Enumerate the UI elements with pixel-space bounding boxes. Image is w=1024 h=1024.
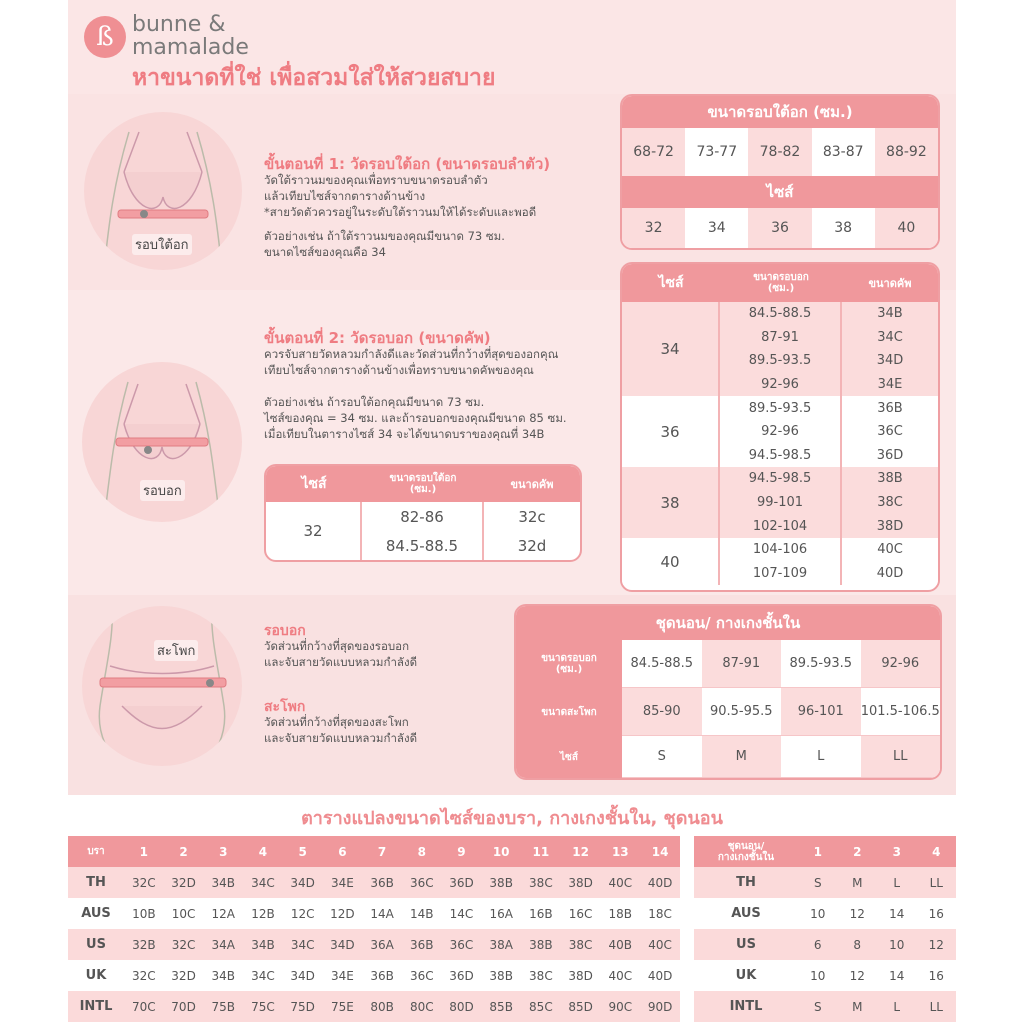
bra-chart-cell: 36B bbox=[402, 929, 442, 960]
hipline-title: สะโพก bbox=[264, 699, 306, 715]
panty-value-cell: 90.5-95.5 bbox=[702, 688, 782, 736]
panty-chart-cell: 16 bbox=[917, 960, 957, 991]
page-headline: หาขนาดที่ใช่ เพื่อสวมใส่ให้สวยสบาย bbox=[132, 65, 496, 91]
bra-chart-cell: 38C bbox=[521, 867, 561, 898]
bra-chart-cell: 34C bbox=[283, 929, 323, 960]
bra-chart-cell: 36C bbox=[442, 929, 482, 960]
panty-chart-cell: S bbox=[798, 867, 838, 898]
conversion-chart-title: ตารางแปลงขนาดไซส์ของบรา, กางเกงชั้นใน, ชุดนอน bbox=[301, 808, 723, 829]
cup-size-cell: 36D bbox=[842, 444, 938, 468]
hip-text: วัดส่วนที่กว้างที่สุดของสะโพก และจับสายวัดแบบหลวมกำลังดี bbox=[264, 715, 418, 745]
step2-example: ตัวอย่างเช่น ถ้ารอบใต้อกคุณมีขนาด 73 ซม. ไซส์ของคุณ = 34 ซม. และถ้ารอบอกของคุณมีขนาด 85 ซม. เมื่อเทียบในตารางไซส์ 34 จะได้ขนาดบราของคุณที่ 34B bbox=[264, 395, 567, 441]
bra-chart-cell: 34E bbox=[323, 960, 363, 991]
cup-size-cell: 38D bbox=[842, 514, 938, 538]
panty-chart-row bbox=[694, 991, 956, 1022]
panty-value-cell: S bbox=[622, 736, 702, 778]
panty-chart-cell: L bbox=[877, 867, 917, 898]
cup-size-cell: 34C bbox=[842, 326, 938, 350]
bra-chart-cell: 80D bbox=[442, 991, 482, 1022]
underbust-size-cell: 34 bbox=[685, 208, 748, 248]
hip-illustration bbox=[82, 606, 242, 766]
step1-example: ตัวอย่างเช่น ถ้าใต้ราวนมของคุณมีขนาด 73 ซม. ขนาดไซส์ของคุณคือ 34 bbox=[264, 229, 505, 259]
example-header-bust: ขนาดรอบใต้อก (ซม.) bbox=[389, 473, 457, 495]
brand-name bbox=[132, 13, 249, 59]
bra-chart-column-header: 3 bbox=[203, 836, 243, 867]
brand-name-line1: bunne & bbox=[132, 12, 226, 37]
bra-chart-row bbox=[68, 960, 680, 991]
bra-chart-header-row bbox=[68, 836, 680, 867]
underbust-range-cell: 68-72 bbox=[622, 128, 685, 176]
panty-chart-cell: 8 bbox=[838, 929, 878, 960]
example-header-size: ไซส์ bbox=[301, 476, 327, 492]
cup-size-cell: 36C bbox=[842, 420, 938, 444]
panty-chart-row bbox=[694, 929, 956, 960]
panty-value-cell: LL bbox=[861, 736, 941, 778]
cup-size-table bbox=[620, 262, 940, 592]
cup-size-cell: 40D bbox=[842, 562, 938, 586]
brand-logo-icon: ß bbox=[84, 16, 126, 58]
bra-chart-row-label: UK bbox=[68, 960, 124, 991]
bra-chart-cell: 32C bbox=[124, 960, 164, 991]
bra-chart-cell: 90D bbox=[640, 991, 680, 1022]
underbust-size-header: ไซส์ bbox=[622, 176, 938, 208]
step1-text: วัดใต้ราวนมของคุณเพื่อทราบขนาดรอบลำตัว แล้วเทียบไซส์จากตารางด้านข้าง *สายวัดตัวควรอยู่ในระดับใต้ราวนมให้ได้ระดับและพอดี bbox=[264, 173, 537, 219]
cup-bust-cell: 104-106 bbox=[720, 538, 842, 562]
bra-chart-cell: 34D bbox=[283, 867, 323, 898]
underbust-table bbox=[620, 94, 940, 250]
cup-size-cell: 38C bbox=[842, 491, 938, 515]
panty-value-cell: 85-90 bbox=[622, 688, 702, 736]
bra-chart-cell: 36B bbox=[362, 867, 402, 898]
panty-chart-cell: 16 bbox=[917, 898, 957, 929]
example-cup-2: 32d bbox=[517, 536, 547, 555]
panty-chart-cell: 10 bbox=[798, 960, 838, 991]
cup-group-size: 40 bbox=[622, 538, 720, 585]
bra-chart-column-header: 1 bbox=[124, 836, 164, 867]
bra-chart-cell: 16C bbox=[561, 898, 601, 929]
bra-chart-row-label: TH bbox=[68, 867, 124, 898]
bra-chart-cell: 70D bbox=[164, 991, 204, 1022]
panty-chart-cell: M bbox=[838, 867, 878, 898]
bra-chart-cell: 34B bbox=[203, 960, 243, 991]
bra-chart-cell: 36D bbox=[442, 867, 482, 898]
bra-chart-cell: 38B bbox=[521, 929, 561, 960]
panty-chart-cell: 10 bbox=[877, 929, 917, 960]
bra-chart-row bbox=[68, 991, 680, 1022]
panty-chart-cell: 12 bbox=[838, 898, 878, 929]
cup-bust-cell: 99-101 bbox=[720, 491, 842, 515]
underbust-range-cell: 78-82 bbox=[748, 128, 811, 176]
underbust-range-cell: 73-77 bbox=[685, 128, 748, 176]
panty-chart-header-label: ชุดนอน/ กางเกงชั้นใน bbox=[694, 836, 798, 867]
bra-chart-cell: 34D bbox=[283, 960, 323, 991]
cup-size-cell: 34E bbox=[842, 373, 938, 397]
panty-row-label: ไซส์ bbox=[516, 736, 622, 778]
panty-chart-column-header: 2 bbox=[838, 836, 878, 867]
panty-chart-row-label: INTL bbox=[694, 991, 798, 1022]
cup-bust-cell: 92-96 bbox=[720, 420, 842, 444]
bra-conversion-table bbox=[68, 836, 680, 1022]
bra-chart-cell: 18C bbox=[640, 898, 680, 929]
cup-bust-cell: 94.5-98.5 bbox=[720, 444, 842, 468]
bra-chart-cell: 80C bbox=[402, 991, 442, 1022]
bra-chart-cell: 10C bbox=[164, 898, 204, 929]
panty-chart-column-header: 4 bbox=[917, 836, 957, 867]
bra-chart-column-header: 12 bbox=[561, 836, 601, 867]
bra-chart-cell: 38C bbox=[561, 929, 601, 960]
bra-chart-cell: 34E bbox=[323, 867, 363, 898]
bra-chart-cell: 40D bbox=[640, 960, 680, 991]
panty-chart-row bbox=[694, 867, 956, 898]
example-header-cup: ขนาดคัพ bbox=[510, 478, 554, 491]
cup-header-cup: ขนาดคัพ bbox=[868, 277, 912, 290]
bra-chart-cell: 36D bbox=[442, 960, 482, 991]
panty-value-cell: 92-96 bbox=[861, 640, 941, 688]
panty-value-cell: L bbox=[781, 736, 861, 778]
bra-chart-cell: 32C bbox=[164, 929, 204, 960]
cup-bust-cell: 107-109 bbox=[720, 562, 842, 586]
panty-chart-cell: LL bbox=[917, 991, 957, 1022]
step2-title: ขั้นตอนที่ 2: วัดรอบอก (ขนาดคัพ) bbox=[264, 329, 491, 347]
bra-chart-cell: 40B bbox=[600, 929, 640, 960]
cup-size-cell: 34B bbox=[842, 302, 938, 326]
bra-chart-cell: 10B bbox=[124, 898, 164, 929]
cup-size-cell: 36B bbox=[842, 396, 938, 420]
panty-chart-row-label: UK bbox=[694, 960, 798, 991]
bra-chart-column-header: 7 bbox=[362, 836, 402, 867]
cup-bust-cell: 92-96 bbox=[720, 373, 842, 397]
example-cup-table bbox=[264, 464, 582, 562]
bra-chart-cell: 32D bbox=[164, 867, 204, 898]
bra-chart-column-header: 13 bbox=[600, 836, 640, 867]
bra-chart-row bbox=[68, 898, 680, 929]
bra-chart-cell: 40C bbox=[640, 929, 680, 960]
underbust-size-cell: 40 bbox=[875, 208, 938, 248]
bra-chart-row-label: INTL bbox=[68, 991, 124, 1022]
cup-header-bust: ขนาดรอบอก (ซม.) bbox=[753, 272, 809, 294]
cup-size-cell: 40C bbox=[842, 538, 938, 562]
bra-chart-cell: 38D bbox=[561, 867, 601, 898]
bra-chart-cell: 16A bbox=[481, 898, 521, 929]
bra-chart-cell: 38A bbox=[481, 929, 521, 960]
bra-chart-cell: 32C bbox=[124, 867, 164, 898]
bra-chart-cell: 12B bbox=[243, 898, 283, 929]
bra-chart-cell: 34B bbox=[243, 929, 283, 960]
step1-title: ขั้นตอนที่ 1: วัดรอบใต้อก (ขนาดรอบลำตัว) bbox=[264, 155, 551, 173]
panty-chart-header-row bbox=[694, 836, 956, 867]
bra-chart-cell: 40C bbox=[600, 960, 640, 991]
bra-chart-column-header: 14 bbox=[640, 836, 680, 867]
panty-conversion-table bbox=[694, 836, 956, 1022]
bra-chart-cell: 34A bbox=[203, 929, 243, 960]
waist-title: รอบอก bbox=[264, 623, 306, 639]
hip-figure-icon bbox=[82, 606, 242, 766]
underbust-table-header: ขนาดรอบใต้อก (ซม.) bbox=[622, 96, 938, 128]
cup-group-size: 38 bbox=[622, 467, 720, 538]
cup-header-size: ไซส์ bbox=[658, 275, 684, 291]
bra-chart-cell: 14C bbox=[442, 898, 482, 929]
bust-label: รอบอก bbox=[140, 480, 185, 501]
bra-chart-column-header: 11 bbox=[521, 836, 561, 867]
panty-chart-cell: 14 bbox=[877, 898, 917, 929]
cup-group-size: 34 bbox=[622, 302, 720, 396]
panty-chart-row-label: TH bbox=[694, 867, 798, 898]
underbust-size-cell: 36 bbox=[748, 208, 811, 248]
bra-chart-cell: 75C bbox=[243, 991, 283, 1022]
panty-chart-row bbox=[694, 960, 956, 991]
bra-chart-column-header: 5 bbox=[283, 836, 323, 867]
panty-chart-cell: S bbox=[798, 991, 838, 1022]
step2-text: ควรจับสายวัดหลวมกำลังดีและวัดส่วนที่กว้างที่สุดของอกคุณ เทียบไซส์จากตารางด้านข้างเพื่อทราบขนาดคัพของคุณ bbox=[264, 347, 559, 377]
cup-bust-cell: 89.5-93.5 bbox=[720, 396, 842, 420]
bra-chart-cell: 38B bbox=[481, 960, 521, 991]
underbust-size-cell: 38 bbox=[812, 208, 875, 248]
panty-value-cell: 84.5-88.5 bbox=[622, 640, 702, 688]
underbust-range-cell: 88-92 bbox=[875, 128, 938, 176]
bust-illustration bbox=[82, 362, 242, 522]
panty-chart-row-label: AUS bbox=[694, 898, 798, 929]
panty-chart-cell: 6 bbox=[798, 929, 838, 960]
bra-chart-column-header: 8 bbox=[402, 836, 442, 867]
panty-value-cell: 96-101 bbox=[781, 688, 861, 736]
cup-group-size: 36 bbox=[622, 396, 720, 467]
panty-chart-cell: 14 bbox=[877, 960, 917, 991]
cup-bust-cell: 84.5-88.5 bbox=[720, 302, 842, 326]
size-guide-page bbox=[68, 0, 956, 1024]
bra-chart-header-label: บรา bbox=[68, 836, 124, 867]
bra-chart-cell: 16B bbox=[521, 898, 561, 929]
cup-size-cell: 38B bbox=[842, 467, 938, 491]
bra-chart-cell: 36B bbox=[362, 960, 402, 991]
bra-chart-cell: 12D bbox=[323, 898, 363, 929]
bra-chart-cell: 34B bbox=[203, 867, 243, 898]
panty-chart-row bbox=[694, 898, 956, 929]
bra-chart-cell: 75B bbox=[203, 991, 243, 1022]
bra-chart-cell: 36C bbox=[402, 867, 442, 898]
example-bust-2: 84.5-88.5 bbox=[362, 531, 484, 560]
bra-chart-cell: 32D bbox=[164, 960, 204, 991]
panty-row-label: ขนาดสะโพก bbox=[516, 688, 622, 736]
cup-bust-cell: 89.5-93.5 bbox=[720, 349, 842, 373]
bra-chart-cell: 80B bbox=[362, 991, 402, 1022]
panty-value-cell: 101.5-106.5 bbox=[861, 688, 941, 736]
panty-chart-column-header: 1 bbox=[798, 836, 838, 867]
cup-bust-cell: 87-91 bbox=[720, 326, 842, 350]
bra-chart-cell: 40D bbox=[640, 867, 680, 898]
bra-chart-cell: 12C bbox=[283, 898, 323, 929]
underbust-size-cell: 32 bbox=[622, 208, 685, 248]
panty-chart-cell: LL bbox=[917, 867, 957, 898]
panty-value-cell: 89.5-93.5 bbox=[781, 640, 861, 688]
underbust-label: รอบใต้อก bbox=[132, 234, 192, 255]
underbust-range-cell: 83-87 bbox=[812, 128, 875, 176]
panty-size-table bbox=[514, 604, 942, 780]
panty-chart-row-label: US bbox=[694, 929, 798, 960]
bra-chart-cell: 34D bbox=[323, 929, 363, 960]
bra-chart-column-header: 10 bbox=[481, 836, 521, 867]
cup-bust-cell: 102-104 bbox=[720, 514, 842, 538]
bra-chart-row bbox=[68, 929, 680, 960]
bra-chart-cell: 85D bbox=[561, 991, 601, 1022]
cup-size-cell: 34D bbox=[842, 349, 938, 373]
panty-table-header: ชุดนอน/ กางเกงชั้นใน bbox=[516, 606, 940, 640]
bra-chart-cell: 40C bbox=[600, 867, 640, 898]
bra-chart-column-header: 9 bbox=[442, 836, 482, 867]
bra-chart-cell: 32B bbox=[124, 929, 164, 960]
panty-chart-cell: 12 bbox=[838, 960, 878, 991]
waist-text: วัดส่วนที่กว้างที่สุดของรอบอก และจับสายวัดแบบหลวมกำลังดี bbox=[264, 639, 418, 669]
bra-chart-cell: 38B bbox=[481, 867, 521, 898]
bra-chart-cell: 90C bbox=[600, 991, 640, 1022]
bra-chart-cell: 36A bbox=[362, 929, 402, 960]
brand-name-line2: mamalade bbox=[132, 35, 249, 60]
bra-chart-row-label: US bbox=[68, 929, 124, 960]
panty-value-cell: 87-91 bbox=[702, 640, 782, 688]
underbust-illustration bbox=[84, 112, 242, 270]
panty-chart-cell: 10 bbox=[798, 898, 838, 929]
bra-chart-cell: 75D bbox=[283, 991, 323, 1022]
bra-chart-row bbox=[68, 867, 680, 898]
bra-chart-cell: 14B bbox=[402, 898, 442, 929]
bra-chart-cell: 36C bbox=[402, 960, 442, 991]
bra-chart-cell: 14A bbox=[362, 898, 402, 929]
bra-chart-cell: 12A bbox=[203, 898, 243, 929]
example-bust-1: 82-86 bbox=[362, 502, 484, 531]
bra-chart-cell: 85C bbox=[521, 991, 561, 1022]
panty-chart-column-header: 3 bbox=[877, 836, 917, 867]
bra-chart-cell: 34C bbox=[243, 960, 283, 991]
bra-chart-cell: 75E bbox=[323, 991, 363, 1022]
bra-chart-column-header: 2 bbox=[164, 836, 204, 867]
bra-chart-cell: 70C bbox=[124, 991, 164, 1022]
example-cup-1: 32c bbox=[518, 507, 546, 526]
panty-chart-cell: M bbox=[838, 991, 878, 1022]
bra-chart-row-label: AUS bbox=[68, 898, 124, 929]
bra-chart-cell: 38C bbox=[521, 960, 561, 991]
hip-label: สะโพก bbox=[154, 640, 198, 661]
bra-chart-cell: 85B bbox=[481, 991, 521, 1022]
bra-chart-cell: 38D bbox=[561, 960, 601, 991]
panty-row-label: ขนาดรอบอก (ซม.) bbox=[516, 640, 622, 688]
example-size: 32 bbox=[266, 502, 362, 560]
bra-chart-cell: 34C bbox=[243, 867, 283, 898]
cup-bust-cell: 94.5-98.5 bbox=[720, 467, 842, 491]
bra-chart-column-header: 4 bbox=[243, 836, 283, 867]
panty-chart-cell: 12 bbox=[917, 929, 957, 960]
panty-chart-cell: L bbox=[877, 991, 917, 1022]
panty-value-cell: M bbox=[702, 736, 782, 778]
bra-chart-column-header: 6 bbox=[323, 836, 363, 867]
bra-chart-cell: 18B bbox=[600, 898, 640, 929]
